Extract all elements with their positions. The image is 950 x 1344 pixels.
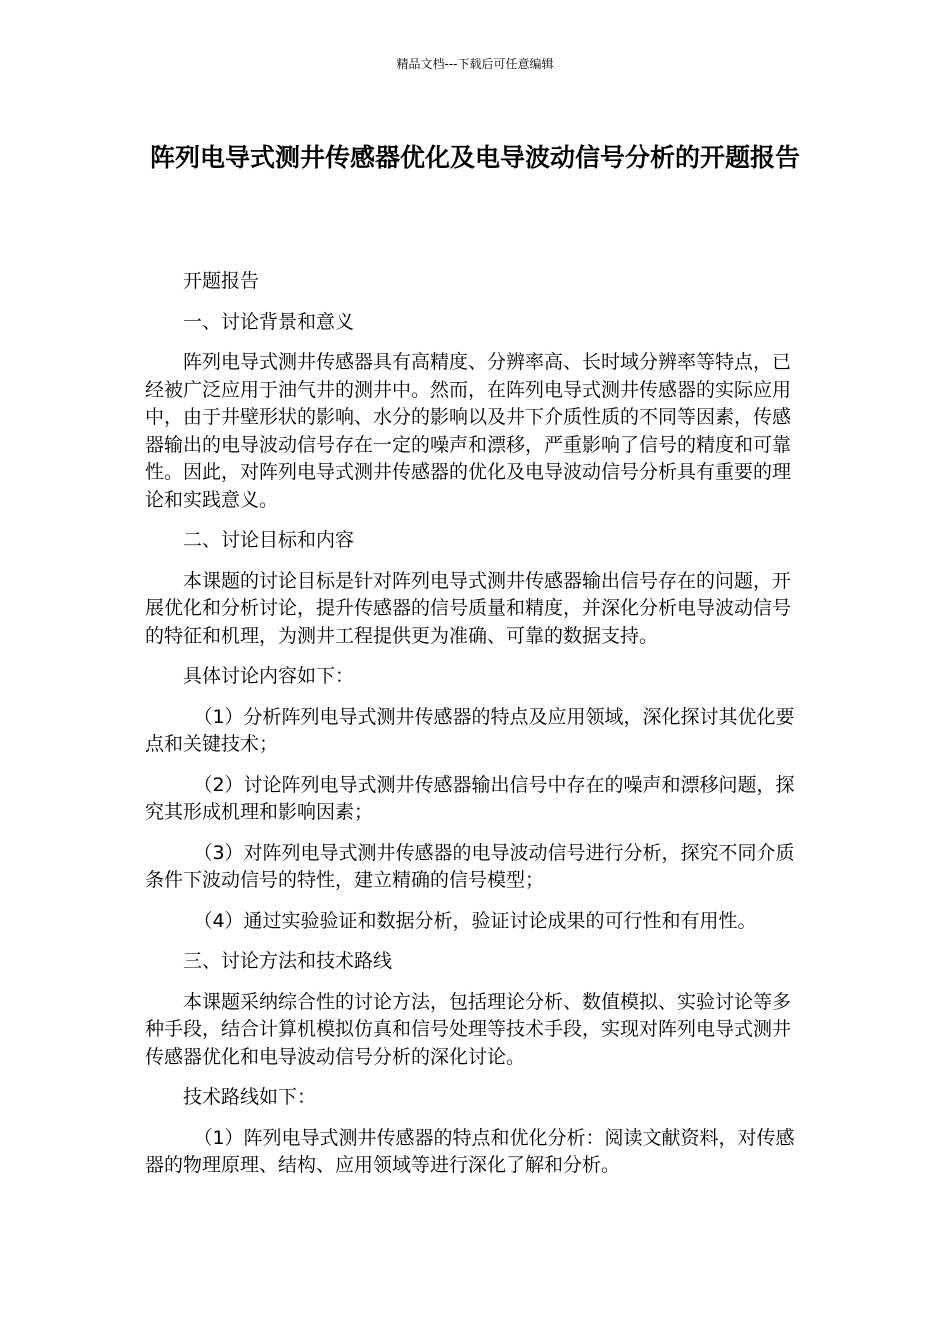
paragraph-methods: 本课题采纳综合性的讨论方法，包括理论分析、数值模拟、实验讨论等多种手段，结合计算机模拟仿真和信号处理等技术手段，实现对阵列电导式测井传感器优化和电导波动信号分析的深化讨论。	[145, 990, 792, 1068]
paragraph-route-intro: 技术路线如下：	[183, 1086, 317, 1108]
list-item: （1）分析阵列电导式测井传感器的特点及应用领域，深化探讨其优化要点和关键技术；	[145, 705, 795, 755]
section-heading-background: 一、讨论背景和意义	[183, 310, 355, 333]
header-note: 精品文档---下载后可任意编辑	[396, 57, 554, 71]
document-title: 阵列电导式测井传感器优化及电导波动信号分析的开题报告	[149, 143, 800, 172]
document-body	[145, 268, 809, 1193]
paragraph-goals: 本课题的讨论目标是针对阵列电导式测井传感器输出信号存在的问题，开展优化和分析讨论，提升传感器的信号质量和精度，并深化分析电导波动信号的特征和机理，为测井工程提供更为准确、可靠的数据支持。	[145, 569, 792, 647]
paragraph-report-label: 开题报告	[183, 270, 260, 292]
paragraph-background: 阵列电导式测井传感器具有高精度、分辨率高、长时域分辨率等特点，已经被广泛应用于油气井的测井中。然而，在阵列电导式测井传感器的实际应用中，由于井壁形状的影响、水分的影响以及井下介质性质的不同等因素，传感器输出的电导波动信号存在一定的噪声和漂移，严重影响了信号的精度和可靠性。因此，对阵列电导式测井传感器的优化及电导波动信号分析具有重要的理论和实践意义。	[145, 351, 792, 511]
list-item: （3）对阵列电导式测井传感器的电导波动信号进行分析，探究不同介质条件下波动信号的特性，建立精确的信号模型；	[145, 841, 795, 891]
list-item: （2）讨论阵列电导式测井传感器输出信号中存在的噪声和漂移问题，探究其形成机理和影响因素；	[145, 773, 795, 823]
list-item: （1）阵列电导式测井传感器的特点和优化分析：阅读文献资料，对传感器的物理原理、结构、应用领域等进行深化了解和分析。	[145, 1126, 795, 1176]
section-heading-methods: 三、讨论方法和技术路线	[183, 950, 393, 972]
list-item: （4）通过实验验证和数据分析，验证讨论成果的可行性和有用性。	[193, 909, 757, 932]
section-heading-goals: 二、讨论目标和内容	[183, 529, 355, 551]
paragraph-content-intro: 具体讨论内容如下：	[183, 665, 355, 687]
